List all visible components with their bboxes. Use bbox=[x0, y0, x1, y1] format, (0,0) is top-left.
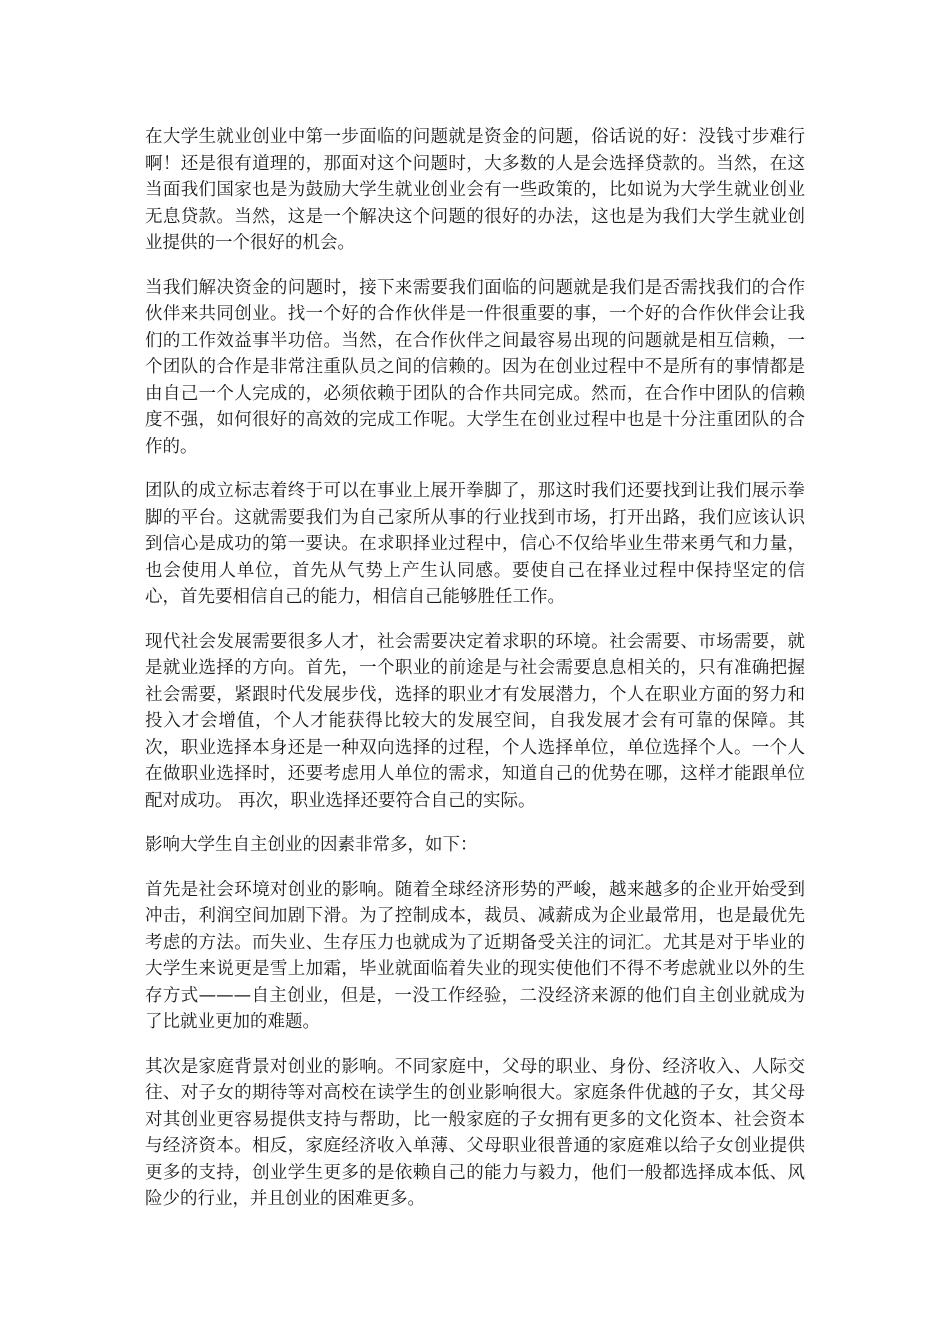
paragraph-funding: 在大学生就业创业中第一步面临的问题就是资金的问题，俗话说的好：没钱寸步难行啊！还是很有道理的，那面对这个问题时，大多数的人是会选择贷款的。当然，在这当面我们国家也是为鼓励大学生就业创业会有一些政策的，比如说为大学生就业创业无息贷款。当然，这是一个解决这个问题的很好的办法，这也是为我们大学生就业创业提供的一个很好的机会。 bbox=[145, 127, 805, 253]
paragraph-social-needs: 现代社会发展需要很多人才，社会需要决定着求职的环境。社会需要、市场需要，就是就业选择的方向。首先，一个职业的前途是与社会需要息息相关的，只有准确把握社会需要，紧跟时代发展步伐，选择的职业才有发展潜力，个人在职业方面的努力和投入才会增值，个人才能获得比较大的发展空间，自我发展才会有可靠的保障。其次，职业选择本身还是一种双向选择的过程，个人选择单位，单位选择个人。一个人在做职业选择时，还要考虑用人单位的需求，知道自己的优势在哪，这样才能跟单位配对成功。 再次，职业选择还要符合自己的实际。 bbox=[145, 631, 805, 811]
document-body bbox=[145, 124, 805, 1231]
paragraph-family-background: 其次是家庭背景对创业的影响。不同家庭中，父母的职业、身份、经济收入、人际交往、对子女的期待等对高校在读学生的创业影响很大。家庭条件优越的子女，其父母对其创业更容易提供支持与帮助，比一般家庭的子女拥有更多的文化资本、社会资本与经济资本。相反，家庭经济收入单薄、父母职业很普通的家庭难以给子女创业提供更多的支持，创业学生更多的是依赖自己的能力与毅力，他们一般都选择成本低、风险少的行业，并且创业的困难更多。 bbox=[145, 1056, 805, 1209]
paragraph-social-environment: 首先是社会环境对创业的影响。随着全球经济形势的严峻，越来越多的企业开始受到冲击，利润空间加剧下滑。为了控制成本，裁员、减薪成为企业最常用，也是最优先考虑的方法。而失业、生存压力也就成为了近期备受关注的词汇。尤其是对于毕业的大学生来说更是雪上加霜，毕业就面临着失业的现实使他们不得不考虑就业以外的生存方式———自主创业，但是，一没工作经验，二没经济来源的他们自主创业就成为了比就业更加的难题。 bbox=[145, 879, 805, 1032]
paragraph-partners: 当我们解决资金的问题时，接下来需要我们面临的问题就是我们是否需找我们的合作伙伴来共同创业。找一个好的合作伙伴是一件很重要的事，一个好的合作伙伴会让我们的工作效益事半功倍。当然，在合作伙伴之间最容易出现的问题就是相互信赖，一个团队的合作是非常注重队员之间的信赖的。因为在创业过程中不是所有的事情都是由自己一个人完成的，必须依赖于团队的合作共同完成。然而，在合作中团队的信赖度不强，如何很好的高效的完成工作呢。大学生在创业过程中也是十分注重团队的合作的。 bbox=[145, 277, 805, 457]
paragraph-factors-intro: 影响大学生自主创业的因素非常多，如下： bbox=[145, 835, 478, 855]
paragraph-platform: 团队的成立标志着终于可以在事业上展开拳脚了，那这时我们还要找到让我们展示拳脚的平台。这就需要我们为自己家所从事的行业找到市场，打开出路，我们应该认识到信心是成功的第一要诀。在求职择业过程中，信心不仅给毕业生带来勇气和力量，也会使用人单位，首先从气势上产生认同感。要使自己在择业过程中保持坚定的信心，首先要相信自己的能力，相信自己能够胜任工作。 bbox=[145, 481, 805, 607]
